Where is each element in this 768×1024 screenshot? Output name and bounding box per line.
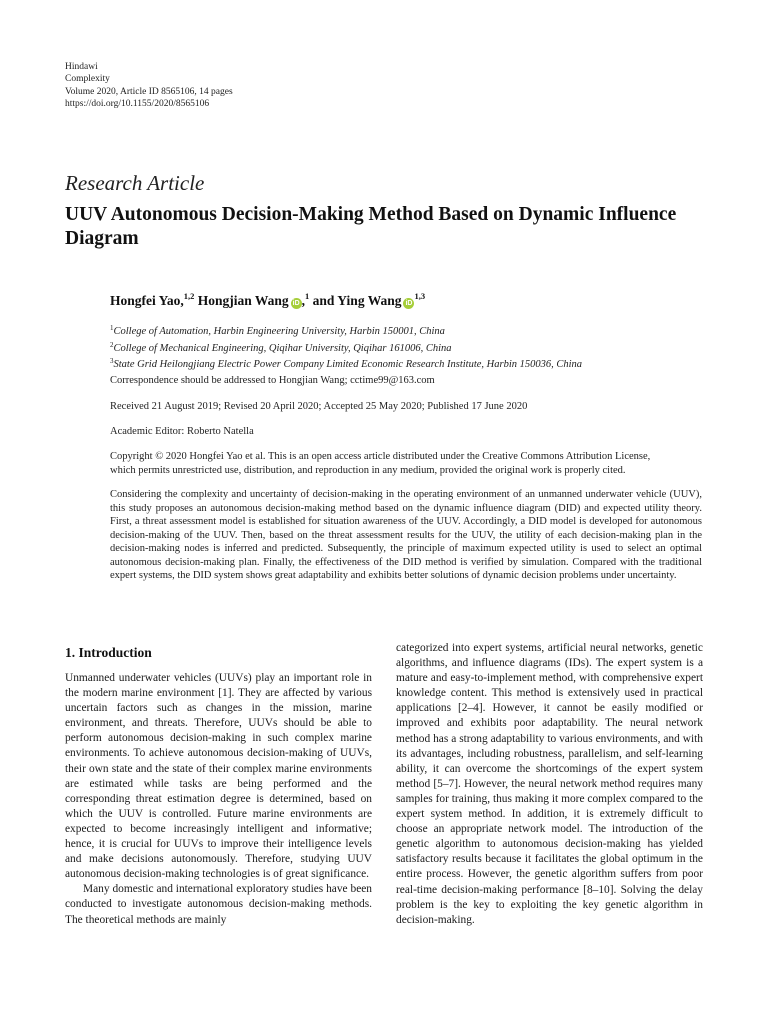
body-column-left	[65, 671, 372, 928]
journal-name: Complexity	[65, 74, 110, 85]
academic-editor: Academic Editor: Roberto Natella	[110, 426, 254, 437]
affiliation-item	[110, 355, 582, 372]
author-name: Hongfei Yao,	[110, 293, 184, 308]
affiliation-sup: 1	[110, 324, 114, 332]
section-heading: 1. Introduction	[65, 645, 152, 660]
author-affil-sup: 1,3	[414, 291, 426, 301]
orcid-icon[interactable]: iD	[292, 300, 300, 307]
article-type: Research Article	[65, 171, 205, 195]
copyright-line: which permits unrestricted use, distribution, and reproduction in any medium, provided the original work is properly cited.	[110, 465, 626, 476]
author-name: and Ying Wang	[312, 293, 402, 308]
journal-header	[65, 61, 233, 111]
paragraph: Many domestic and international exploratory studies have been conducted to investigate autonomous decision-making methods. The theoretical methods are mainly	[65, 883, 372, 926]
affiliation-sup: 3	[110, 357, 114, 366]
affiliation-text: State Grid Heilongjiang Electric Power Company Limited Economic Research Institute, Harbin 150036, China	[113, 359, 583, 371]
affiliation-item	[110, 339, 582, 356]
orcid-icon[interactable]: iD	[405, 300, 413, 307]
correspondence: Correspondence should be addressed to Hongjian Wang; cctime99@163.com	[110, 375, 435, 386]
copyright-line: Copyright © 2020 Hongfei Yao et al. This is an open access article distributed under the Creative Commons Attribution License,	[110, 451, 651, 462]
author-name: Hongjian Wang	[197, 293, 289, 308]
volume-info: Volume 2020, Article ID 8565106, 14 pages	[65, 86, 233, 97]
affiliation-text: College of Mechanical Engineering, Qiqihar University, Qiqihar 161006, China	[113, 342, 452, 354]
paper-title: UUV Autonomous Decision-Making Method Based on Dynamic Influence Diagram	[65, 204, 677, 249]
publisher-name: Hindawi	[65, 62, 98, 72]
paragraph: categorized into expert systems, artificial neural networks, genetic algorithms, and influence diagrams (IDs). The expert system is a mature and easy-to-implement method, with comprehensive expert knowledge content. This method is extensively used in practical applications [2–4]. However, it cannot be easily modified or improved and exhibits poor adaptability. The neural network method has a strong adaptability to various environments, and with its advantages, including robustness, parallelism, and self-learning ability, it can overcome the shortcomings of the expert system method [5–7]. However, the neural network method requires many samples for training, thus making it more complex compared to the expert system method. In addition, it is extremely difficult to choose an appropriate network model. The introduction of the genetic algorithm to autonomous decision-making has yielded satisfactory results because it facilitates the global optimum in the entire process. However, the genetic algorithm suffers from poor real-time decision-making performance [8–10]. Solving the delay problem is the key to exploiting the key genetic algorithm in decision-making.	[396, 642, 703, 926]
author-affil-sup: 1,2	[183, 291, 195, 301]
affiliation-item	[110, 322, 582, 339]
paragraph: Unmanned underwater vehicles (UUVs) play an important role in the modern marine environment [1]. They are affected by various uncertain factors such as changes in the mission, marine environment, and threats. Therefore, UUVs should be able to perform autonomous decision-making in such complex marine environments. To achieve autonomous decision-making of UUVs, their own state and the state of their complex marine environments are estimated while tasks are being performed and the corresponding threat estimation degree is determined, based on which the UUV is controlled. Future marine environments are expected to become increasingly intelligent and informative; hence, it is crucial for UUVs to improve their intelligence levels and make decisions autonomously. Therefore, studying UUV autonomous decision-making technologies is of great significance.	[65, 672, 372, 881]
affiliation-text: College of Automation, Harbin Engineering University, Harbin 150001, China	[113, 326, 445, 337]
doi-link[interactable]: https://doi.org/10.1155/2020/8565106	[65, 99, 210, 110]
author-affil-sup: 1	[305, 291, 310, 301]
author-list	[110, 291, 425, 309]
body-column-right	[396, 641, 703, 928]
abstract: Considering the complexity and uncertainty of decision-making in the operating environment of an unmanned underwater vehicle (UUV), this study proposes an autonomous decision-making method based on the dynamic influence diagram (DID) and expected utility theory. First, a threat assessment model is established for situation awareness of the UUV. Accordingly, a DID model is developed for autonomous decision-making of the UUV. Then, based on the threat assessment results for the UUV, the utility of each decision-making plan in the decision-making nodes is inferred and predicted. Subsequently, the principle of maximum expected utility is used to select an optimal autonomous decision-making plan. Finally, the effectiveness of the DID method is verified by simulation. Compared with the traditional expert systems, the DID system shows great adaptability and exhibits better solutions of dynamic decision problems under uncertainty.	[110, 489, 702, 581]
affiliations	[110, 322, 582, 372]
publication-dates: Received 21 August 2019; Revised 20 April 2020; Accepted 25 May 2020; Published 17 June 2020	[110, 401, 528, 412]
affiliation-sup: 2	[110, 340, 114, 349]
copyright-notice	[110, 450, 650, 478]
author-separator: ,	[301, 293, 306, 308]
